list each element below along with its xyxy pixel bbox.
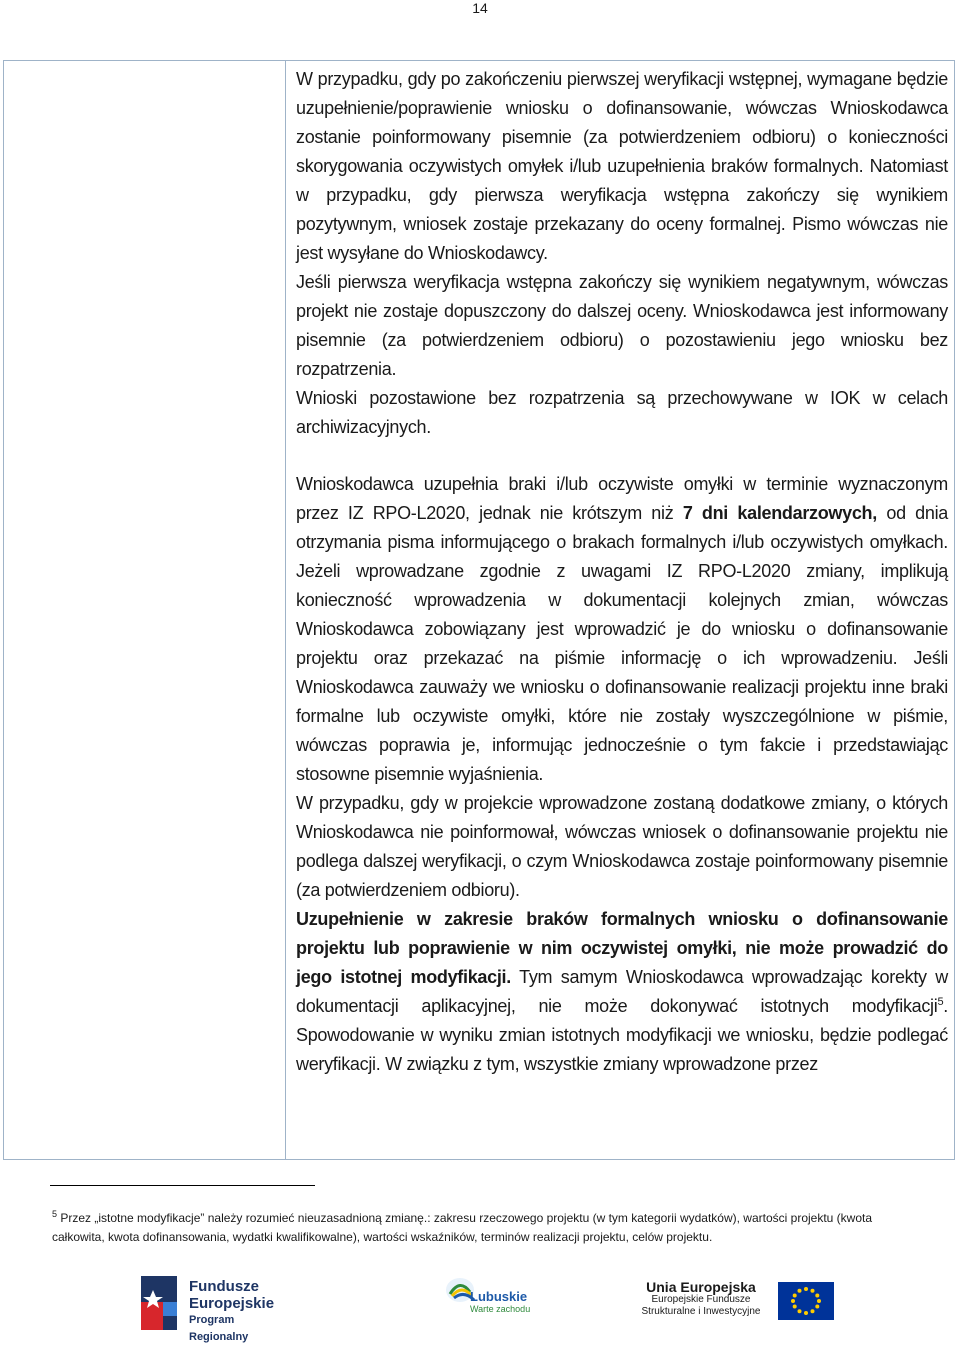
footnote-text: Przez „istotne modyfikacje” należy rozumieć nieuzasadnioną zmianę.: zakresu rzeczowego projektu (w tym kategorii wydatków), wartości projektu (kwota całkowita, kwota dofinansowania, wydatki kwalifikowalne), wartości wskaźników, terminów realizacji projektu, celów projektu. <box>52 1211 873 1244</box>
paragraph-archiving: Wnioski pozostawione bez rozpatrzenia są przechowywane w IOK w celach archiwizacyjnych. <box>296 388 948 437</box>
paragraph-supplementing: Wnioskodawca uzupełnia braki i/lub oczywiste omyłki w terminie wyznaczonym przez IZ RPO-L2020, jednak nie krótszym niż 7 dni kalendarzowych, od dnia otrzymania pisma informującego o brakach formalnych i/lub oczywistych omyłkach. Jeżeli wprowadzane zgodnie z uwagami IZ RPO-L2020 zmiany, implikują konieczność wprowadzenia w dokumentacji kolejnych zmian, wówczas Wnioskodawca zobowiązany jest wprowadzić je do wniosku o dofinansowanie projektu oraz przekazać na piśmie informację o ich wprowadzeniu. Jeśli Wnioskodawca zauważy we wniosku o dofinansowanie realizacji projektu inne braki formalne lub oczywiste omyłki, które nie zostały wyszczególnione w piśmie, wówczas poprawia je, informując jednocześnie o tym fakcie i przedstawiając stosowne pisemnie wyjaśnienia. <box>296 474 949 784</box>
paragraph-additional-changes: W przypadku, gdy w projekcie wprowadzone zostaną dodatkowe zmiany, o których Wnioskodawca nie poinformował, wówczas wniosek o dofinansowanie projektu nie podlega dalszej weryfikacji, o czym Wnioskodawca zostaje poinformowany pisemnie (za potwierdzeniem odbioru). <box>296 793 948 900</box>
lubuskie-logo: Lubuskie Warte zachodu <box>420 1272 550 1336</box>
footnote-ref: 5 <box>937 996 944 1008</box>
footnote-separator <box>50 1185 315 1186</box>
footnote <box>52 1209 922 1247</box>
paragraph-modification: Uzupełnienie w zakresie braków formalnych wniosku o dofinansowanie projektu lub poprawienie w nim oczywistej omyłki, nie może prowadzić do jego istotnej modyfikacji. Tym samym Wnioskodawca wprowadzając korekty w dokumentacji aplikacyjnej, nie może dokonywać istotnych modyfikacji$^5$. Spowodowanie w wyniku zmian istotnych modyfikacji we wniosku, będzie podlegać weryfikacji. W związku z tym, wszystkie zmiany wprowadzone przez <box>296 909 948 1074</box>
footnote-mark: 5 <box>52 1209 58 1219</box>
unia-europejska-logo: Unia Europejska Europejskie Fundusze Strukturalne i Inwestycyjne <box>636 1272 836 1336</box>
eu-flag-icon <box>778 1282 834 1320</box>
paragraph-negative-result: Jeśli pierwsza weryfikacja wstępna zakończy się wynikiem negatywnym, wówczas projekt nie zostaje dopuszczony do dalszej oceny. Wnioskodawca jest informowany pisemnie (za potwierdzeniem odbioru) o pozostawieniu jego wniosku bez rozpatrzenia. <box>296 272 948 379</box>
fundusze-europejskie-logo: Fundusze Europejskie Program Regionalny <box>133 1272 293 1336</box>
fe-emblem-icon <box>133 1272 183 1332</box>
page-number: 14 <box>472 0 488 16</box>
left-column-cell <box>4 61 286 1159</box>
paragraph-first-verification: W przypadku, gdy po zakończeniu pierwszej weryfikacji wstępnej, wymagane będzie uzupełnienie/poprawienie wniosku o dofinansowanie, wówczas Wnioskodawca zostanie poinformowany pisemnie (za potwierdzeniem odbioru) o konieczności skorygowania oczywistych omyłek i/lub uzupełnienia braków formalnych. Natomiast w przypadku, gdy pierwsza weryfikacja wstępna zakończy się wynikiem pozytywnym, wniosek zostaje przekazany do oceny formalnej. Pismo wówczas nie jest wysyłane do Wnioskodawcy. <box>296 69 948 263</box>
logo-bar <box>0 1272 960 1342</box>
right-column-cell <box>296 65 948 1079</box>
modification-bold: Uzupełnienie w zakresie braków formalnych wniosku o dofinansowanie projektu lub poprawienie w nim oczywistej omyłki, nie może prowadzić do jego istotnej modyfikacji. <box>296 909 948 987</box>
deadline-bold: 7 dni kalendarzowych, <box>682 503 877 523</box>
content-table <box>3 60 955 1160</box>
